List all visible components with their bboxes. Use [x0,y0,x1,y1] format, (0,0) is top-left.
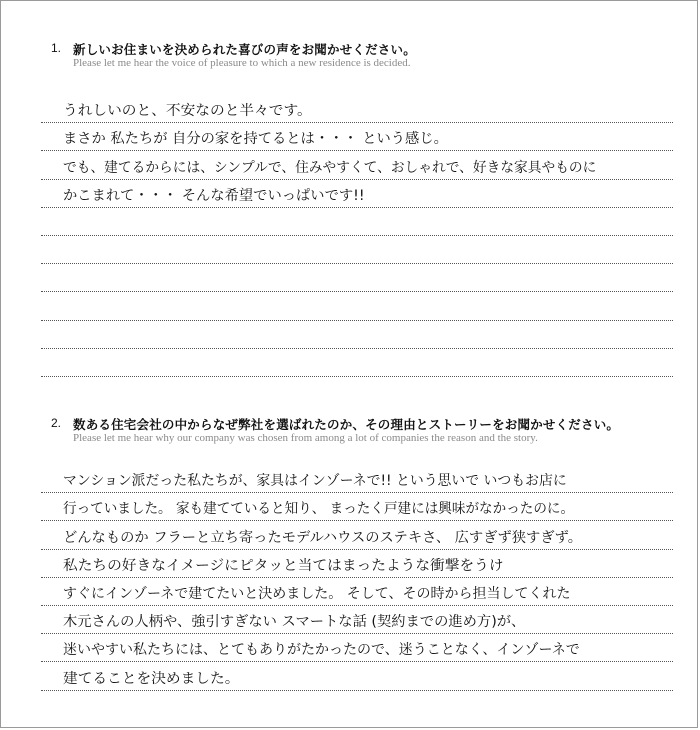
handwritten-text: かこまれて・・・ そんな希望でいっぱいです!! [63,187,365,204]
handwritten-text: マンション派だった私たちが、家具はインゾーネで!! という思いで いつもお店に [63,473,567,490]
answer-line [41,123,673,151]
question-title: 新しいお住まいを決められた喜びの声をお聞かせください。 [73,42,416,57]
answer-line [41,321,673,349]
handwritten-text: まさか 私たちが 自分の家を持てるとは・・・ という感じ。 [63,131,448,148]
answer-line [41,349,673,377]
answer-lines [41,95,673,377]
handwritten-text: 行っていました。 家も建てていると知り、 まったく戸建には興味がなかったのに。 [63,501,575,518]
handwritten-text: 迷いやすい私たちには、とてもありがたかったので、迷うことなく、インゾーネで [63,642,580,659]
answer-lines [41,465,673,691]
answer-line [41,264,673,292]
question-number: 2. [51,416,62,430]
handwritten-text: 建てることを決めました。 [63,670,240,687]
handwritten-text: うれしいのと、不安なのと半々です。 [63,103,312,120]
handwritten-text: でも、建てるからには、シンプルで、住みやすくて、おしゃれで、好きな家具やものに [63,159,597,176]
handwritten-text: どんなものか フラーと立ち寄ったモデルハウスのステキさ、 広すぎず狭すぎず。 [63,529,583,546]
answer-line [41,151,673,179]
handwritten-text: 私たちの好きなイメージにピタッと当てはまったような衝撃をうけ [63,557,504,574]
answer-line [41,292,673,320]
question-1-header [1,41,697,71]
handwritten-text: すぐにインゾーネで建てたいと決めました。 そして、その時から担当してくれた [63,585,571,602]
answer-line [41,208,673,236]
answer-line [41,236,673,264]
question-1 [1,41,697,204]
answer-line [41,180,673,208]
question-title: 数ある住宅会社の中からなぜ弊社を選ばれたのか、その理由とストーリーをお聞かせください。 [73,417,620,432]
question-number: 1. [51,41,62,55]
answer-line [41,578,673,606]
answer-line [41,606,673,634]
question-2 [1,416,697,687]
question-2-header [1,416,697,446]
answer-line [41,95,673,123]
question-subtitle: Please let me hear why our company was chosen from among a lot of companies the reason and the story. [73,432,538,444]
handwritten-text: 木元さんの人柄や、強引すぎない スマートな話 (契約までの進め方)が、 [63,614,526,631]
answer-line [41,465,673,493]
answer-line [41,550,673,578]
question-subtitle: Please let me hear the voice of pleasure to which a new residence is decided. [73,57,411,69]
answer-line [41,634,673,662]
answer-line [41,493,673,521]
answer-line [41,521,673,549]
answer-line [41,662,673,690]
